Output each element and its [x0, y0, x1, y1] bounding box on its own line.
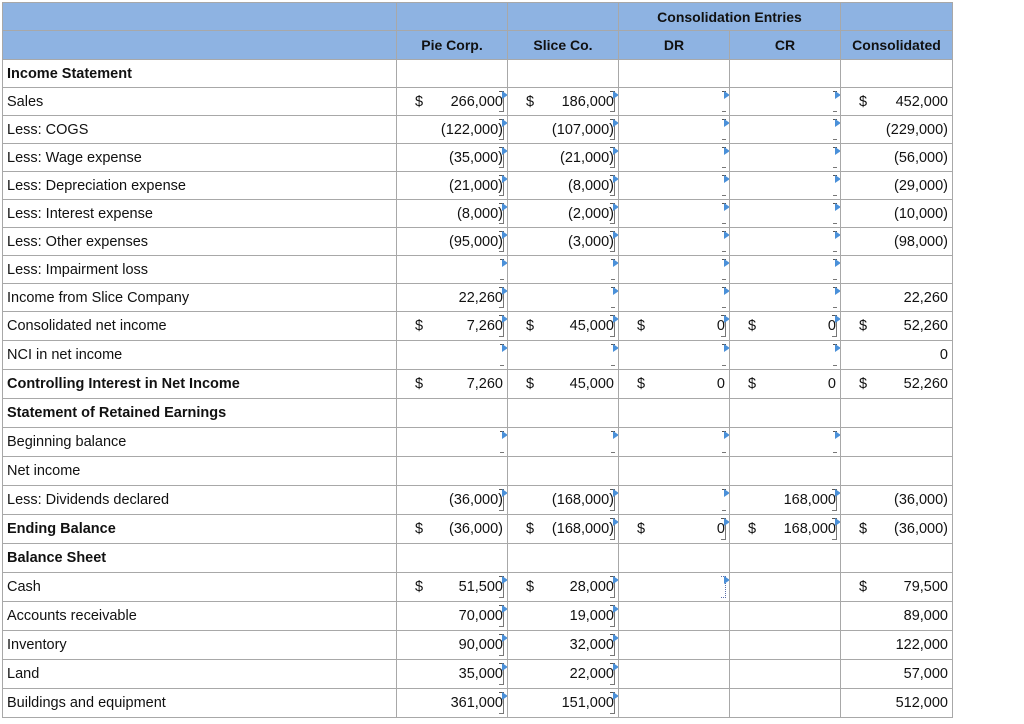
dollar-sign: $ [415, 318, 424, 334]
slice-co-cell[interactable] [508, 200, 619, 228]
slice-co-cell[interactable] [508, 172, 619, 200]
pie-corp-cell [397, 399, 508, 428]
slice-co-header: Slice Co. [508, 31, 619, 60]
dollar-sign: $ [415, 521, 424, 537]
pie-corp-value: 70,000 [458, 608, 503, 624]
pie-corp-cell[interactable] [397, 660, 508, 689]
slice-co-cell [508, 370, 619, 399]
pie-corp-cell[interactable] [397, 312, 508, 341]
slice-co-cell[interactable] [508, 88, 619, 116]
consolidation-entries-header: Consolidation Entries [619, 3, 841, 31]
consolidated-cell [841, 144, 953, 172]
pie-corp-cell [397, 370, 508, 399]
table-row [3, 370, 953, 399]
dr-cell[interactable] [619, 256, 730, 284]
row-label: Sales [3, 88, 397, 116]
consolidated-cell [841, 660, 953, 689]
dr-cell[interactable] [619, 428, 730, 457]
cr-value: 168,000 [783, 492, 836, 508]
dollar-sign: $ [415, 93, 424, 110]
cr-cell[interactable] [730, 486, 841, 515]
cr-cell [730, 631, 841, 660]
table-row [3, 144, 953, 172]
cr-cell[interactable] [730, 341, 841, 370]
consolidated-header: Consolidated [841, 31, 953, 60]
pie-corp-value: 22,260 [458, 289, 503, 306]
slice-co-value: (3,000) [568, 233, 614, 250]
consolidated-cell [841, 172, 953, 200]
consolidated-cell [841, 399, 953, 428]
row-label: Less: Depreciation expense [3, 172, 397, 200]
dr-cell[interactable] [619, 573, 730, 602]
cr-cell[interactable] [730, 284, 841, 312]
consolidated-cell [841, 116, 953, 144]
table-row [3, 515, 953, 544]
pie-corp-cell[interactable] [397, 689, 508, 718]
pie-corp-value: (36,000) [448, 521, 503, 537]
consolidated-cell [841, 457, 953, 486]
pie-corp-value: (95,000) [448, 233, 503, 250]
pie-corp-cell [397, 544, 508, 573]
pie-corp-value: 266,000 [450, 93, 503, 110]
dr-cell [619, 689, 730, 718]
pie-corp-value: (35,000) [448, 149, 503, 166]
cr-cell[interactable] [730, 515, 841, 544]
dr-cell[interactable] [619, 172, 730, 200]
dollar-sign: $ [526, 376, 535, 392]
cr-cell[interactable] [730, 172, 841, 200]
header-blank [508, 3, 619, 31]
slice-co-value: 28,000 [569, 579, 614, 595]
consolidated-value: (10,000) [893, 205, 948, 222]
consolidated-value: 452,000 [895, 93, 948, 110]
pie-corp-header: Pie Corp. [397, 31, 508, 60]
dollar-sign: $ [637, 521, 646, 537]
header-blank [3, 31, 397, 60]
consolidated-value: 512,000 [895, 695, 948, 711]
slice-co-value: 32,000 [569, 637, 614, 653]
dollar-sign: $ [859, 93, 868, 110]
pie-corp-value: 7,260 [466, 318, 503, 334]
dr-cell [619, 631, 730, 660]
table-row [3, 428, 953, 457]
cr-cell[interactable] [730, 428, 841, 457]
dollar-sign: $ [859, 376, 868, 392]
pie-corp-cell[interactable] [397, 486, 508, 515]
slice-co-value: 22,000 [569, 666, 614, 682]
dr-value: 0 [716, 521, 725, 537]
cr-cell[interactable] [730, 200, 841, 228]
dollar-sign: $ [859, 318, 868, 334]
cr-cell [730, 602, 841, 631]
pie-corp-cell[interactable] [397, 573, 508, 602]
pie-corp-value: 35,000 [458, 666, 503, 682]
cr-cell[interactable] [730, 312, 841, 341]
row-label: NCI in net income [3, 341, 397, 370]
dollar-sign: $ [415, 579, 424, 595]
dr-cell[interactable] [619, 200, 730, 228]
consolidated-value: 22,260 [903, 289, 948, 306]
cr-cell[interactable] [730, 116, 841, 144]
row-label: Less: Dividends declared [3, 486, 397, 515]
dollar-sign: $ [859, 521, 868, 537]
dr-cell[interactable] [619, 144, 730, 172]
slice-co-cell[interactable] [508, 256, 619, 284]
table-row [3, 312, 953, 341]
dr-cell [619, 602, 730, 631]
table-row [3, 172, 953, 200]
table-row [3, 573, 953, 602]
consolidated-value: 52,260 [903, 318, 948, 334]
pie-corp-value: (36,000) [448, 492, 503, 508]
consolidated-cell [841, 256, 953, 284]
dollar-sign: $ [748, 521, 757, 537]
consolidated-value: 79,500 [903, 579, 948, 595]
pie-corp-value: (21,000) [448, 177, 503, 194]
consolidated-cell [841, 631, 953, 660]
slice-co-cell[interactable] [508, 341, 619, 370]
header-row-top [3, 3, 953, 31]
slice-co-cell[interactable] [508, 116, 619, 144]
slice-co-cell[interactable] [508, 602, 619, 631]
dr-cell [619, 399, 730, 428]
section-title: Income Statement [3, 60, 397, 88]
dollar-sign: $ [859, 579, 868, 595]
pie-corp-cell [397, 515, 508, 544]
consolidated-cell [841, 312, 953, 341]
dr-cell[interactable] [619, 515, 730, 544]
slice-co-cell[interactable] [508, 144, 619, 172]
dollar-sign: $ [526, 579, 535, 595]
row-label: Consolidated net income [3, 312, 397, 341]
slice-co-value: 186,000 [561, 93, 614, 110]
consolidated-cell [841, 544, 953, 573]
slice-co-value: 151,000 [561, 695, 614, 711]
slice-co-cell [508, 457, 619, 486]
cr-cell[interactable] [730, 144, 841, 172]
consolidated-value: 52,260 [903, 376, 948, 392]
table-row [3, 689, 953, 718]
slice-co-cell[interactable] [508, 573, 619, 602]
slice-co-cell [508, 399, 619, 428]
dr-cell[interactable] [619, 88, 730, 116]
pie-corp-cell [397, 457, 508, 486]
consolidated-cell [841, 370, 953, 399]
pie-corp-cell[interactable] [397, 228, 508, 256]
slice-co-cell [508, 60, 619, 88]
cr-cell [730, 660, 841, 689]
row-label: Land [3, 660, 397, 689]
row-label: Buildings and equipment [3, 689, 397, 718]
consolidated-value: (36,000) [893, 492, 948, 508]
cr-cell [730, 544, 841, 573]
consolidated-cell [841, 284, 953, 312]
slice-co-cell[interactable] [508, 689, 619, 718]
consolidated-cell [841, 689, 953, 718]
cr-cell [730, 457, 841, 486]
slice-co-value: (168,000) [551, 492, 614, 508]
table-row [3, 660, 953, 689]
dollar-sign: $ [526, 521, 535, 537]
cr-cell [730, 399, 841, 428]
cr-header: CR [730, 31, 841, 60]
consolidated-cell [841, 602, 953, 631]
dr-cell[interactable] [619, 486, 730, 515]
consolidated-value: 0 [939, 347, 948, 363]
slice-co-cell[interactable] [508, 631, 619, 660]
cr-cell [730, 689, 841, 718]
row-label: Net income [3, 457, 397, 486]
consolidated-cell [841, 515, 953, 544]
dr-header: DR [619, 31, 730, 60]
dr-cell[interactable] [619, 116, 730, 144]
consolidated-cell [841, 573, 953, 602]
dollar-sign: $ [415, 376, 424, 392]
consolidated-cell [841, 428, 953, 457]
row-label: Less: COGS [3, 116, 397, 144]
table-row [3, 88, 953, 116]
row-label: Accounts receivable [3, 602, 397, 631]
pie-corp-cell[interactable] [397, 116, 508, 144]
consolidated-cell [841, 88, 953, 116]
pie-corp-value: (8,000) [457, 205, 503, 222]
slice-co-value: (8,000) [568, 177, 614, 194]
dollar-sign: $ [526, 93, 535, 110]
table-row [3, 228, 953, 256]
pie-corp-cell[interactable] [397, 284, 508, 312]
row-label: Beginning balance [3, 428, 397, 457]
consolidated-cell [841, 228, 953, 256]
pie-corp-cell[interactable] [397, 631, 508, 660]
slice-co-cell[interactable] [508, 486, 619, 515]
section-header-row [3, 399, 953, 428]
slice-co-value: (168,000) [551, 521, 614, 537]
pie-corp-value: 7,260 [466, 376, 503, 392]
header-blank [397, 3, 508, 31]
table-row [3, 116, 953, 144]
consolidated-value: (36,000) [893, 521, 948, 537]
consolidated-cell [841, 60, 953, 88]
row-label: Less: Other expenses [3, 228, 397, 256]
consolidated-value: 122,000 [895, 637, 948, 653]
consolidated-cell [841, 486, 953, 515]
cr-cell[interactable] [730, 88, 841, 116]
dr-cell [619, 370, 730, 399]
cr-cell [730, 573, 841, 602]
row-label: Ending Balance [3, 515, 397, 544]
dr-value: 0 [716, 376, 725, 392]
row-label: Controlling Interest in Net Income [3, 370, 397, 399]
table-row [3, 631, 953, 660]
pie-corp-value: (122,000) [440, 121, 503, 138]
header-row-columns [3, 31, 953, 60]
slice-co-value: 19,000 [569, 608, 614, 624]
dr-cell[interactable] [619, 341, 730, 370]
slice-co-value: 45,000 [569, 376, 614, 392]
pie-corp-cell[interactable] [397, 341, 508, 370]
row-label: Less: Wage expense [3, 144, 397, 172]
consolidated-value: 57,000 [903, 666, 948, 682]
cr-value: 0 [827, 318, 836, 334]
section-header-row [3, 60, 953, 88]
dr-cell[interactable] [619, 228, 730, 256]
table-row [3, 457, 953, 486]
pie-corp-cell [397, 60, 508, 88]
row-label: Cash [3, 573, 397, 602]
consolidation-worksheet [2, 2, 953, 718]
pie-corp-cell[interactable] [397, 200, 508, 228]
slice-co-value: (2,000) [568, 205, 614, 222]
pie-corp-cell[interactable] [397, 144, 508, 172]
header-blank [3, 3, 397, 31]
dollar-sign: $ [526, 318, 535, 334]
row-label: Inventory [3, 631, 397, 660]
slice-co-value: (21,000) [559, 149, 614, 166]
pie-corp-cell[interactable] [397, 88, 508, 116]
slice-co-cell[interactable] [508, 660, 619, 689]
consolidated-value: (29,000) [893, 177, 948, 194]
dr-cell [619, 457, 730, 486]
consolidated-cell [841, 200, 953, 228]
dr-value: 0 [716, 318, 725, 334]
section-title: Balance Sheet [3, 544, 397, 573]
slice-co-cell[interactable] [508, 228, 619, 256]
section-header-row [3, 544, 953, 573]
table-row [3, 602, 953, 631]
consolidated-cell [841, 341, 953, 370]
pie-corp-cell[interactable] [397, 172, 508, 200]
dr-cell [619, 660, 730, 689]
dr-cell[interactable] [619, 312, 730, 341]
pie-corp-value: 90,000 [458, 637, 503, 653]
row-label: Less: Impairment loss [3, 256, 397, 284]
table-row [3, 486, 953, 515]
consolidated-value: (56,000) [893, 149, 948, 166]
consolidated-value: (229,000) [885, 121, 948, 138]
slice-co-value: 45,000 [569, 318, 614, 334]
slice-co-cell[interactable] [508, 428, 619, 457]
consolidated-value: (98,000) [893, 233, 948, 250]
consolidated-value: 89,000 [903, 608, 948, 624]
header-blank [841, 3, 953, 31]
slice-co-cell[interactable] [508, 284, 619, 312]
dr-cell [619, 60, 730, 88]
table-row [3, 256, 953, 284]
cr-cell [730, 60, 841, 88]
row-label: Income from Slice Company [3, 284, 397, 312]
dollar-sign: $ [748, 376, 757, 392]
cr-cell[interactable] [730, 256, 841, 284]
slice-co-cell [508, 544, 619, 573]
table-row [3, 284, 953, 312]
table-row [3, 200, 953, 228]
slice-co-value: (107,000) [551, 121, 614, 138]
pie-corp-cell[interactable] [397, 428, 508, 457]
pie-corp-value: 51,500 [458, 579, 503, 595]
pie-corp-cell[interactable] [397, 256, 508, 284]
cr-value: 168,000 [783, 521, 836, 537]
dr-cell [619, 544, 730, 573]
slice-co-cell[interactable] [508, 515, 619, 544]
table-row [3, 341, 953, 370]
section-title: Statement of Retained Earnings [3, 399, 397, 428]
dollar-sign: $ [748, 318, 757, 334]
slice-co-cell[interactable] [508, 312, 619, 341]
dr-cell[interactable] [619, 284, 730, 312]
dollar-sign: $ [637, 318, 646, 334]
pie-corp-cell[interactable] [397, 602, 508, 631]
cr-cell [730, 370, 841, 399]
pie-corp-value: 361,000 [450, 695, 503, 711]
cr-value: 0 [827, 376, 836, 392]
dollar-sign: $ [637, 376, 646, 392]
cr-cell[interactable] [730, 228, 841, 256]
row-label: Less: Interest expense [3, 200, 397, 228]
